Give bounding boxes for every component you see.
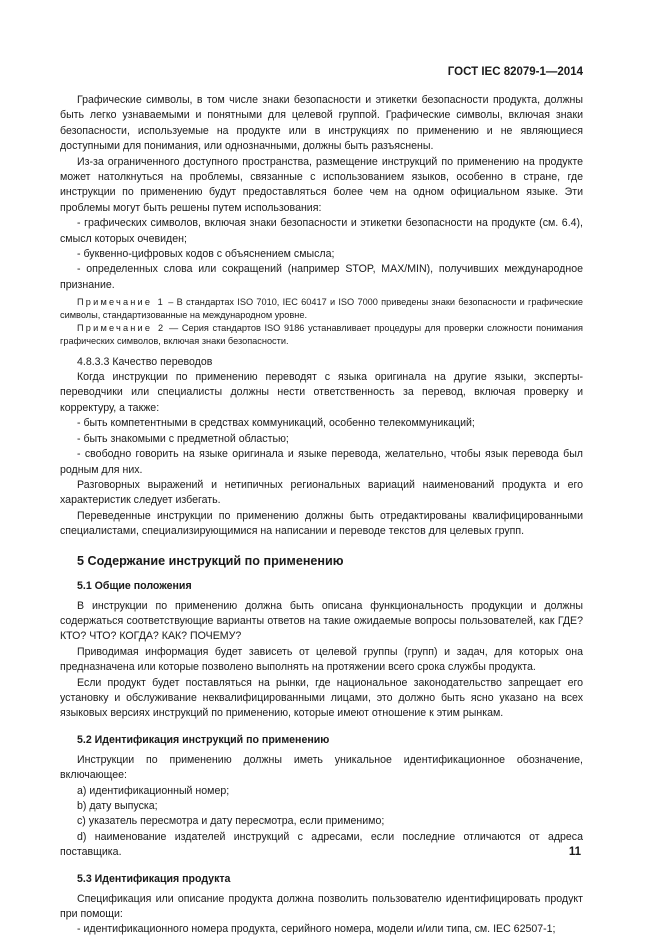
paragraph: Когда инструкции по применению переводят с языка оригинала на другие языки, эксперты-переводчики или специалисты должны нести ответственность за перевод, включая проверку и корректуру, а также: [60,371,583,414]
paragraph: Инструкции по применению должны иметь уникальное идентификационное обозначение, включающее: [60,753,583,782]
paragraph: Разговорных выражений и нетипичных региональных вариаций наименований продукта и его характеристик следует избегать. [60,478,583,507]
paragraph: Графические символы, в том числе знаки безопасности и этикетки безопасности продукта, должны быть легко узнаваемыми и понятными для целевой группой. Графические символы, включая знаки безопасности, используемые на продукте или в инструкциях по применению и не являющиеся доступными для понимания, или однозначными, должны быть разъяснены. [60,94,583,153]
bullet-item: - буквенно-цифровых кодов с объяснением смысла; [77,248,335,261]
paragraph: Спецификация или описание продукта должна позволить пользователю идентифицировать продукт при помощи: [60,892,583,921]
bullet-item: - свободно говорить на языке оригинала и языке перевода, желательно, чтобы язык перевода был родным для них. [60,448,583,476]
bullet-item: - быть знакомыми с предметной областью; [77,432,289,445]
paragraph: Из-за ограниченного доступного пространства, размещение инструкций по применению на продукте может натолкнуться на проблемы, связанные с использованием языков, особенно в стране, где инструкции по применению будут предоставляться более чем на одном официальном языке. Эти проблемы могут быть решены путем использования: [60,155,583,214]
document-id-header: ГОСТ IEC 82079-1—2014 [447,66,583,78]
paragraph: В инструкции по применению должна быть описана функциональность продукции и должны содержаться соответствующие варианты ответов на такие ожидаемые вопросы пользователей, как ГДЕ? КТО? ЧТО? КОГДА? КАК? ПОЧЕМУ? [60,599,583,643]
note-1 [60,296,583,321]
list-item: d) наименование издателей инструкций с адресами, если последние отличаются от адреса поставщика. [60,830,583,859]
list-item: a) идентификационный номер; [77,784,230,797]
section-5-title: 5 Содержание инструкций по применению [77,553,344,568]
bullet-item: - идентификационного номера продукта, серийного номера, модели и/или типа, см. IEC 62507-1; [77,923,556,936]
paragraph: Переведенные инструкции по применению должны быть отредактированы квалифицированными специалистами, специализирующимися на написании и переводе текстов для целевых групп. [60,509,583,538]
paragraph: Приводимая информация будет зависеть от целевой группы (групп) и задач, для которых она предназначена или которые позволено выполнять на протяжении всего срока службы продукта. [60,645,583,674]
note-1-text: – В стандартах ISO 7010, IEC 60417 и ISO 7000 приведены знаки безопасности и графические символы, стандартизованные на международном уровне. [60,297,583,320]
page-number: 11 [568,846,581,858]
subsection-title-4833: 4.8.3.3 Качество переводов [77,355,213,368]
bullet-item: - графических символов, включая знаки безопасности и этикетки безопасности на продукте (см. 6.4), смысл которых очевиден; [60,217,583,245]
note-1-label: Примечание 1 [77,297,165,308]
bullet-item: - определенных слова или сокращений (например STOP, MAX/MIN), получивших международное признание. [60,263,583,291]
paragraph: Если продукт будет поставляться на рынки, где национальное законодательство запрещает его установку и обслуживание неквалифицированными лицами, это должно быть ясно указано на всех языковых версиях инструкций по применению, которые имеют отношение к этим рынкам. [60,676,583,720]
note-2-text: — Серия стандартов ISO 9186 устанавливает процедуры для проверки сложности понимания графических символов, включая знаки безопасности. [60,323,584,347]
bullet-item: - быть компетентными в средствах коммуникаций, особенно телекоммуникаций; [77,417,475,430]
section-5-3-title: 5.3 Идентификация продукта [77,872,231,885]
note-2 [60,322,583,347]
note-2-label: Примечание 2 [77,323,166,334]
page-content [60,93,583,938]
section-5-1-title: 5.1 Общие положения [77,579,192,592]
list-item: b) дату выпуска; [77,800,158,812]
list-item: c) указатель пересмотра и дату пересмотра, если применимо; [77,815,385,828]
section-5-2-title: 5.2 Идентификация инструкций по применению [77,733,330,746]
